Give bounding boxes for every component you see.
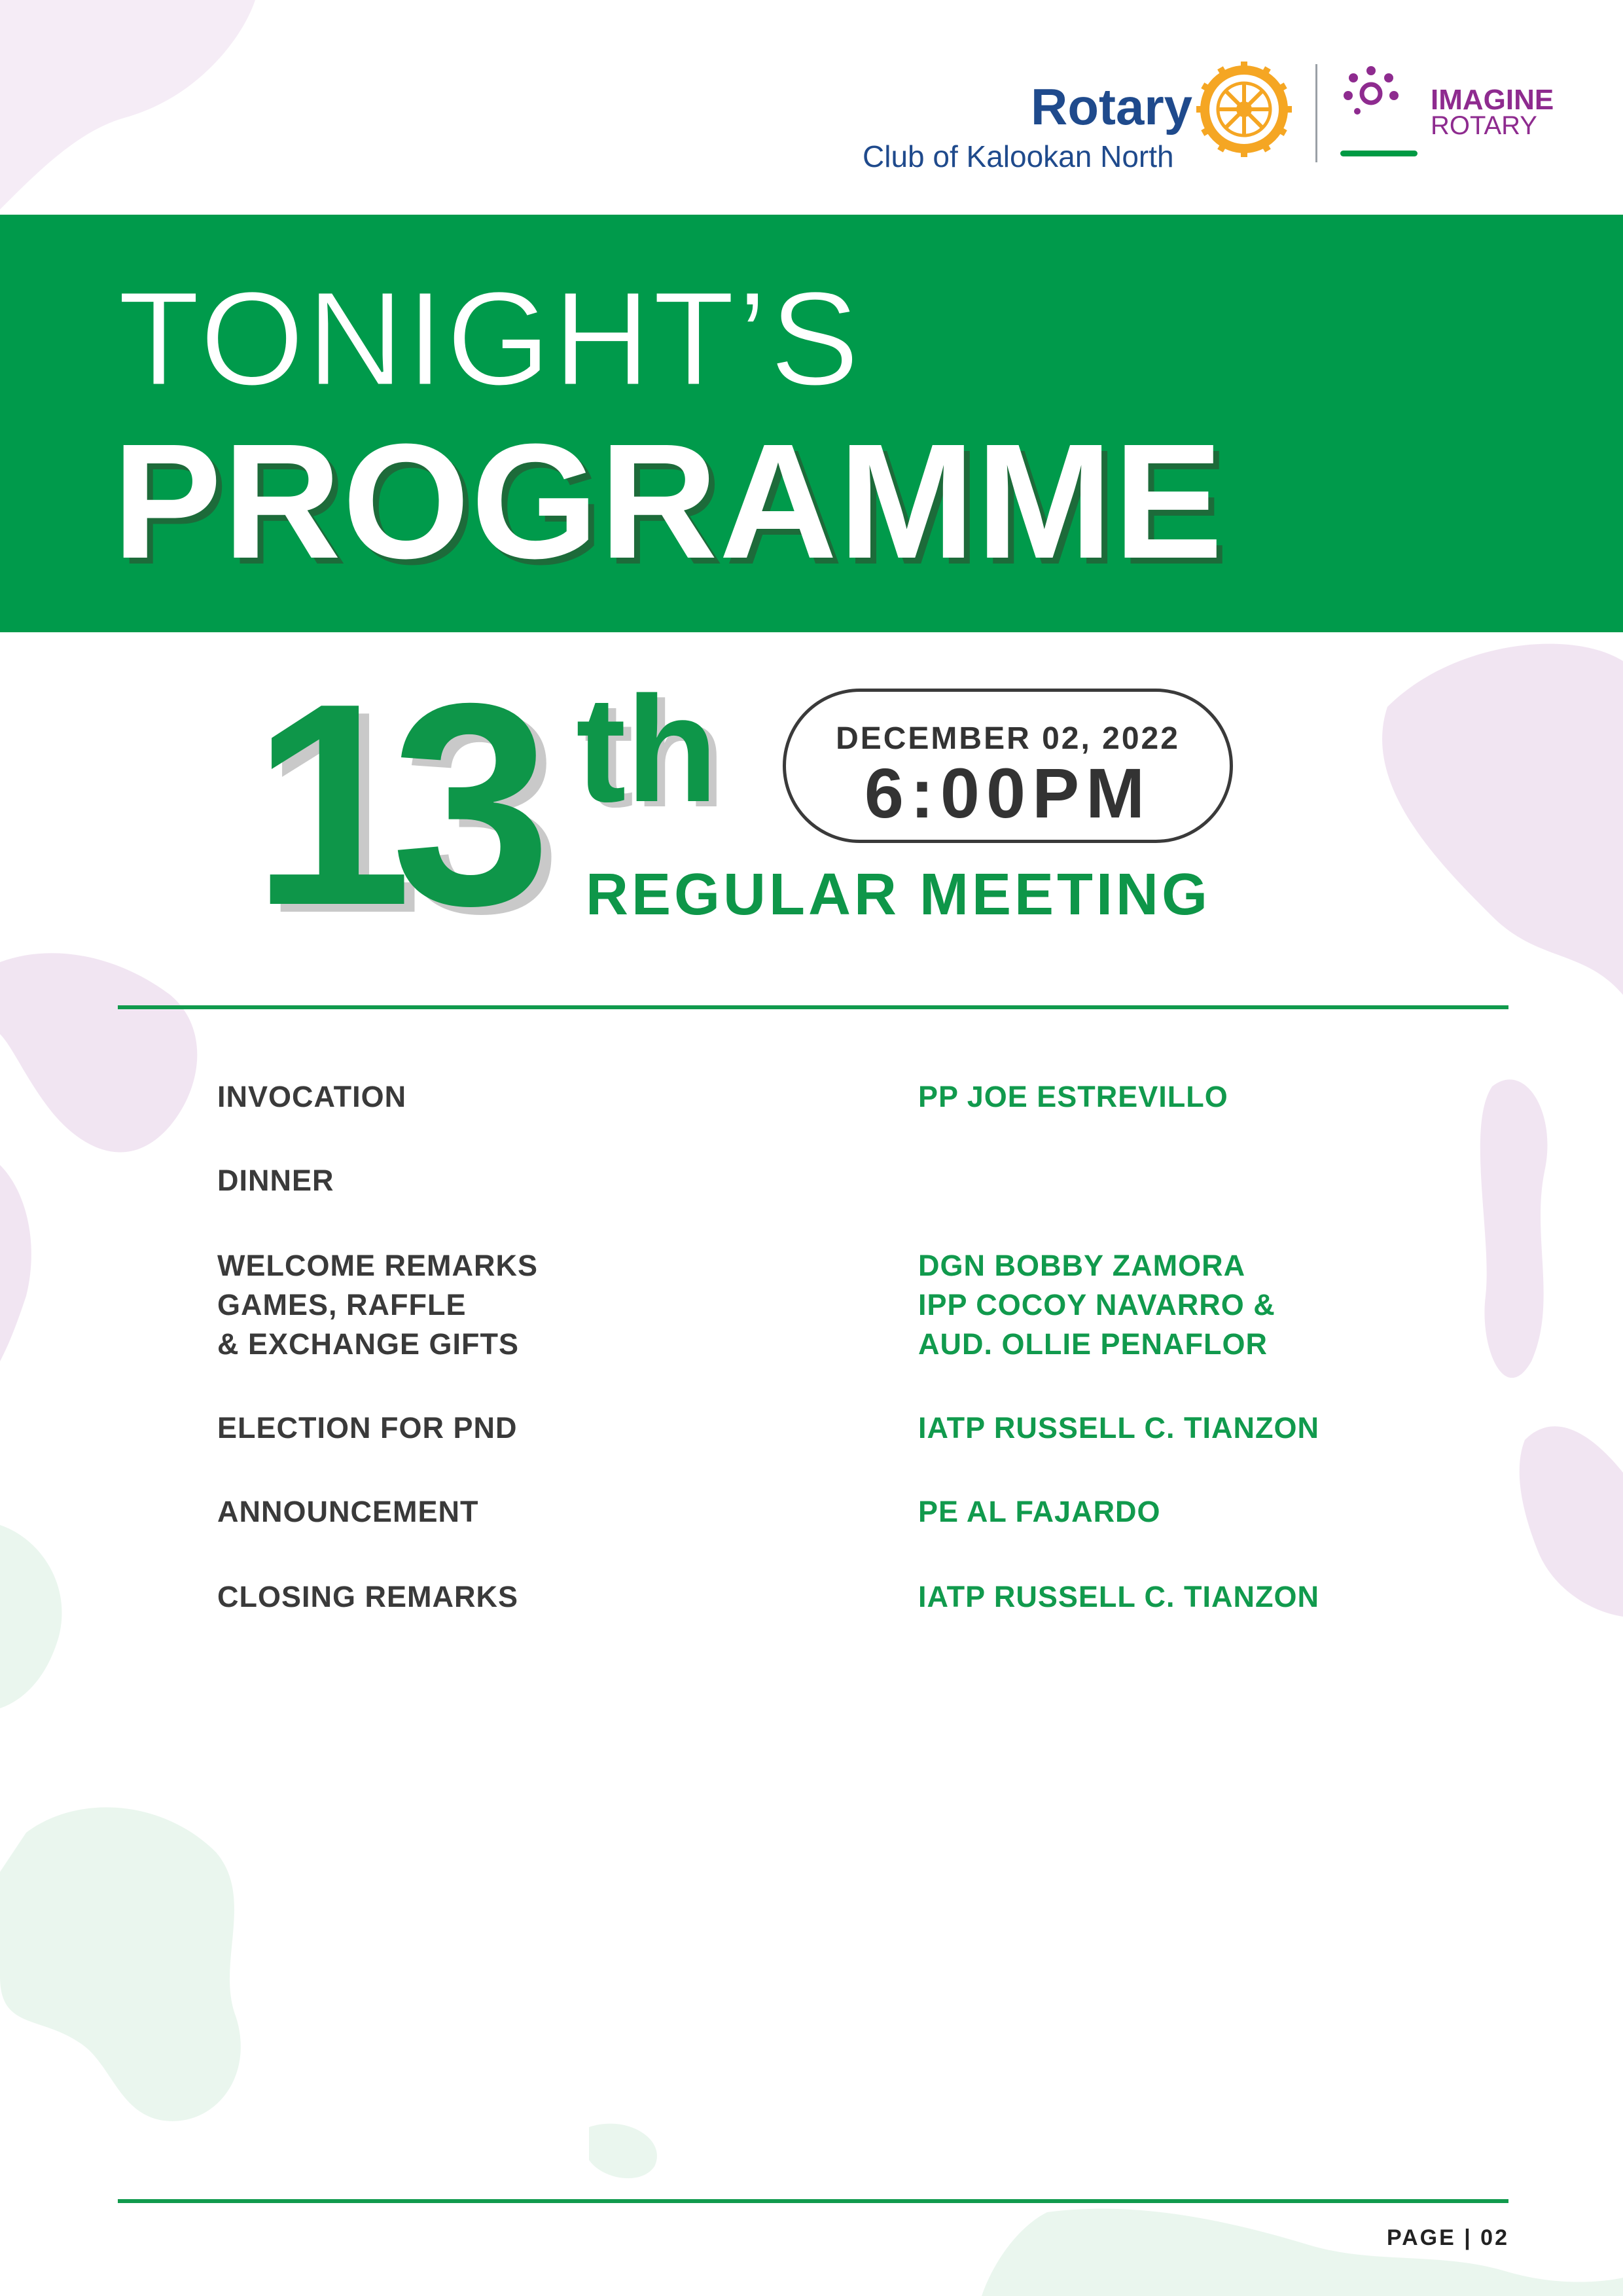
label-line: DINNER	[217, 1164, 334, 1197]
page-number: PAGE | 02	[1386, 2225, 1509, 2250]
divider-top	[118, 1005, 1508, 1009]
label-line: ANNOUNCEMENT	[217, 1495, 479, 1528]
label-line: GAMES, RAFFLE	[217, 1288, 467, 1321]
logo-divider	[1315, 64, 1317, 162]
programme-item-label	[217, 1577, 518, 1617]
programme-item-person	[918, 1408, 1319, 1448]
person-line: AUD. OLLIE PENAFLOR	[918, 1327, 1268, 1361]
person-line: DGN BOBBY ZAMORA	[918, 1249, 1246, 1282]
title-programme: PROGRAMME	[113, 410, 1224, 592]
header	[0, 0, 1623, 209]
imagine-text: IMAGINE	[1431, 84, 1554, 116]
rotary-wheel-icon	[1195, 60, 1293, 158]
meeting-type: REGULAR MEETING	[586, 862, 1211, 927]
programme-item-person	[918, 1077, 1228, 1117]
programme-item-label	[217, 1408, 518, 1448]
label-line: WELCOME REMARKS	[217, 1249, 538, 1282]
person-line: PP JOE ESTREVILLO	[918, 1080, 1228, 1113]
label-line: INVOCATION	[217, 1080, 407, 1113]
person-line: IPP COCOY NAVARRO &	[918, 1288, 1275, 1321]
programme-item-label	[217, 1246, 538, 1364]
imagine-underline	[1340, 151, 1418, 156]
programme-item-label	[217, 1077, 406, 1117]
meeting-ordinal-suffix: th	[576, 665, 719, 833]
club-name: Club of Kalookan North	[863, 139, 1174, 173]
programme-item-person	[918, 1246, 1275, 1364]
imagine-rotary-icon	[1342, 64, 1400, 123]
programme-item-label	[217, 1492, 479, 1532]
rotary-logo-text: Rotary	[1031, 78, 1193, 135]
imagine-rotary-text: ROTARY	[1431, 111, 1537, 140]
programme-item-person	[918, 1577, 1319, 1617]
title-tonights: TONIGHT’S	[118, 264, 862, 414]
programme-item-person	[918, 1492, 1161, 1532]
label-line: & EXCHANGE GIFTS	[217, 1327, 520, 1361]
person-line: IATP RUSSELL C. TIANZON	[918, 1580, 1320, 1613]
date-time-badge	[783, 689, 1233, 843]
person-line: IATP RUSSELL C. TIANZON	[918, 1411, 1320, 1444]
programme-item-label	[217, 1161, 334, 1200]
divider-bottom	[118, 2199, 1508, 2203]
person-line: PE AL FAJARDO	[918, 1495, 1161, 1528]
meeting-time: 6:00PM	[864, 753, 1152, 833]
meeting-number: 13	[252, 644, 531, 965]
meeting-date: DECEMBER 02, 2022	[836, 721, 1180, 756]
label-line: ELECTION FOR PND	[217, 1411, 518, 1444]
label-line: CLOSING REMARKS	[217, 1580, 519, 1613]
